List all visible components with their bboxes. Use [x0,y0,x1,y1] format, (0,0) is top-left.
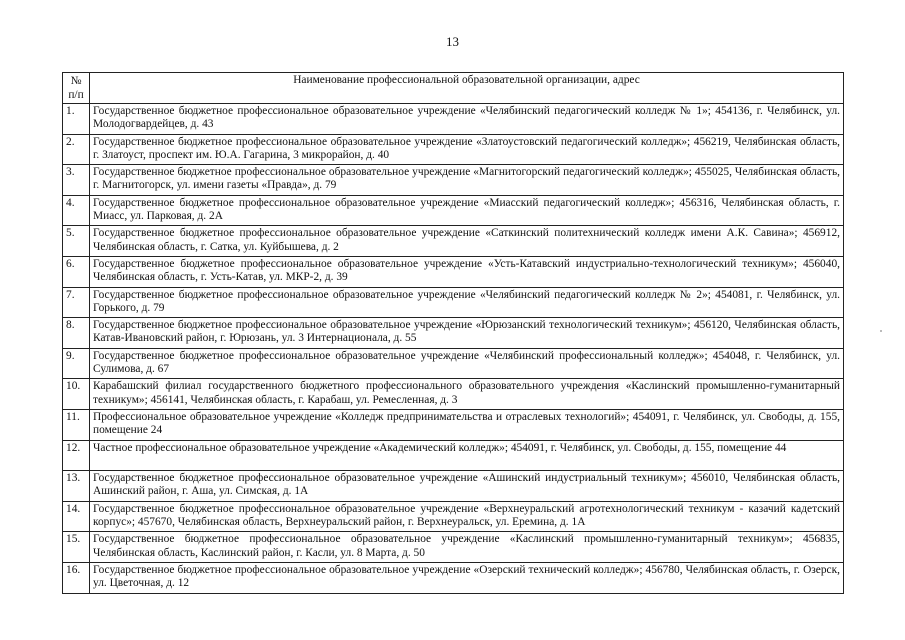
organizations-table [62,72,844,594]
scan-speck [880,330,882,332]
row-organization: Государственное бюджетное профессиональное образовательное учреждение «Каслинский промышленно-гуманитарный техникум»; 456835, Челябинская область, Каслинский район, г. Касли, ул. 8 Марта, д. 50 [90,532,844,563]
header-number-line2: п/п [68,89,84,101]
header-name: Наименование профессиональной образовательной организации, адрес [90,73,844,104]
table-row [63,287,844,318]
table-row [63,104,844,135]
table-row [63,195,844,226]
header-number-line1: № [70,75,82,87]
row-organization: Государственное бюджетное профессиональное образовательное учреждение «Юрюзанский технологический техникум»; 456120, Челябинская область, Катав-Ивановский район, г. Юрюзань, ул. 3 Интернационала, д. 55 [90,318,844,349]
row-number: 6. [63,256,90,287]
table-row [63,318,844,349]
table-row [63,165,844,196]
row-organization: Государственное бюджетное профессиональное образовательное учреждение «Усть-Катавский индустриально-технологический техникум»; 456040, Челябинская область, г. Усть-Катав, ул. МКР-2, д. 39 [90,256,844,287]
row-number: 10. [63,379,90,410]
row-number: 2. [63,134,90,165]
table-row [63,501,844,532]
table-body [63,104,844,594]
row-organization: Государственное бюджетное профессиональное образовательное учреждение «Ашинский индустриальный техникум»; 456010, Челябинская область, Ашинский район, г. Аша, ул. Симская, д. 1А [90,471,844,502]
row-number: 1. [63,104,90,135]
table-header-row [63,73,844,104]
row-organization: Государственное бюджетное профессиональное образовательное учреждение «Миасский педагогический колледж»; 456316, Челябинская область, г. Миасс, ул. Парковая, д. 2А [90,195,844,226]
row-organization: Государственное бюджетное профессиональное образовательное учреждение «Челябинский педагогический колледж № 1»; 454136, г. Челябинск, ул. Молодогвардейцев, д. 43 [90,104,844,135]
row-number: 3. [63,165,90,196]
row-number: 12. [63,440,90,471]
row-number: 9. [63,348,90,379]
row-organization: Профессиональное образовательное учреждение «Колледж предпринимательства и отраслевых технологий»; 454091, г. Челябинск, ул. Свободы, д. 155, помещение 24 [90,409,844,440]
row-number: 14. [63,501,90,532]
row-organization: Государственное бюджетное профессиональное образовательное учреждение «Челябинский профессиональный колледж»; 454048, г. Челябинск, ул. Сулимова, д. 67 [90,348,844,379]
row-organization: Государственное бюджетное профессиональное образовательное учреждение «Озерский технический колледж»; 456780, Челябинская область, г. Озерск, ул. Цветочная, д. 12 [90,562,844,593]
row-organization: Государственное бюджетное профессиональное образовательное учреждение «Саткинский политехнический колледж имени А.К. Савина»; 456912, Челябинская область, г. Сатка, ул. Куйбышева, д. 2 [90,226,844,257]
table-row [63,440,844,471]
row-number: 4. [63,195,90,226]
table-row [63,226,844,257]
row-number: 7. [63,287,90,318]
header-number [63,73,90,104]
row-number: 11. [63,409,90,440]
table-row [63,348,844,379]
table-row [63,134,844,165]
row-number: 13. [63,471,90,502]
row-number: 8. [63,318,90,349]
row-organization: Государственное бюджетное профессиональное образовательное учреждение «Магнитогорский педагогический колледж»; 455025, Челябинская область, г. Магнитогорск, ул. имени газеты «Правда», д. 79 [90,165,844,196]
table-row [63,409,844,440]
page-number: 13 [446,34,459,49]
row-number: 15. [63,532,90,563]
table-row [63,379,844,410]
table-row [63,256,844,287]
row-organization: Государственное бюджетное профессиональное образовательное учреждение «Верхнеуральский агротехнологический техникум - казачий кадетский корпус»; 457670, Челябинская область, Верхнеуральский район, г. Верхнеуральск, ул. Еремина, д. 1А [90,501,844,532]
row-organization: Государственное бюджетное профессиональное образовательное учреждение «Челябинский педагогический колледж № 2»; 454081, г. Челябинск, ул. Горького, д. 79 [90,287,844,318]
table-row [63,532,844,563]
row-number: 5. [63,226,90,257]
table-row [63,562,844,593]
row-organization: Карабашский филиал государственного бюджетного профессионального образовательного учреждения «Каслинский промышленно-гуманитарный техникум»; 456141, Челябинская область, г. Карабаш, ул. Ремесленная, д. 3 [90,379,844,410]
row-organization: Государственное бюджетное профессиональное образовательное учреждение «Златоустовский педагогический колледж»; 456219, Челябинская область, г. Златоуст, проспект им. Ю.А. Гагарина, 3 микрорайон, д. 40 [90,134,844,165]
table-row [63,471,844,502]
row-organization: Частное профессиональное образовательное учреждение «Академический колледж»; 454091, г. Челябинск, ул. Свободы, д. 155, помещение 44 [90,440,844,471]
row-number: 16. [63,562,90,593]
